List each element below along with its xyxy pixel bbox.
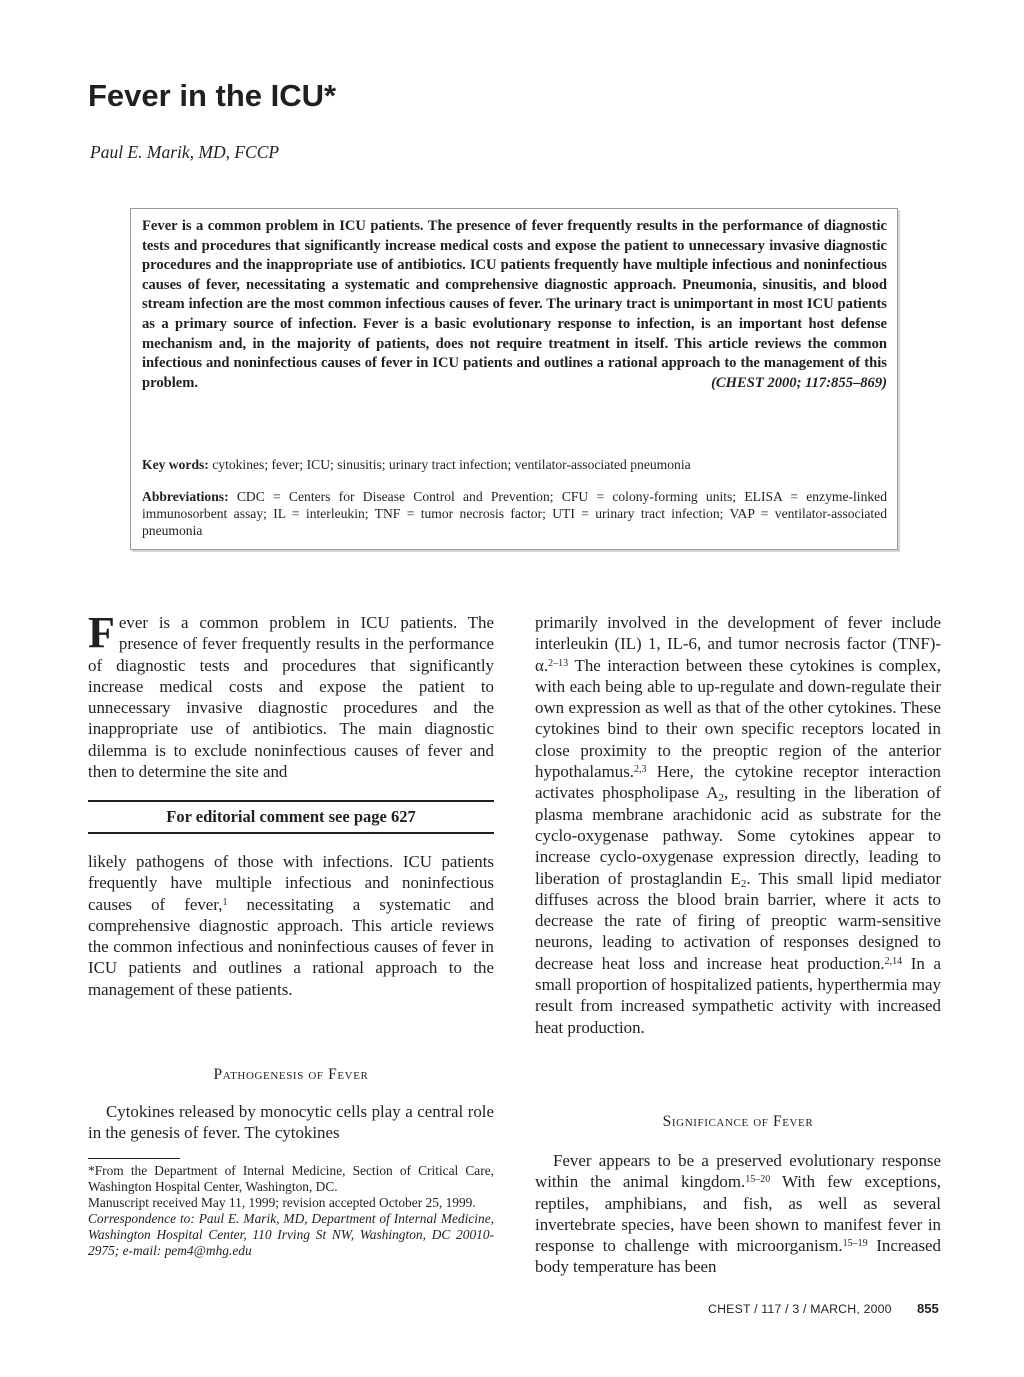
editorial-comment-callout: For editorial comment see page 627	[88, 800, 494, 834]
paragraph-text: likely pathogens of those with infections. ICU patients frequently have multiple infectious and noninfectious causes of fever,	[88, 852, 494, 914]
keywords	[142, 456, 887, 473]
abbreviations-label: Abbreviations:	[142, 489, 229, 504]
author-byline: Paul E. Marik, MD, FCCP	[90, 142, 280, 162]
abstract-citation: (CHEST 2000; 117:855–869)	[711, 374, 887, 391]
footnotes	[88, 1163, 494, 1260]
footnote-received: Manuscript received May 11, 1999; revision accepted October 25, 1999.	[88, 1195, 476, 1211]
citation-ref: 15–19	[842, 1238, 868, 1250]
footnote-divider	[88, 1158, 180, 1159]
paragraph-text: With few exceptions, reptiles, amphibians, and fish, as well as several invertebrate species, have been shown to manifest fever in response to challenge with microorganism.	[535, 1172, 942, 1256]
paragraph-text: Increased body temperature has been	[535, 1236, 941, 1277]
citation-ref: 2,14	[884, 955, 903, 967]
footnote-correspondence: Correspondence to: Paul E. Marik, MD, Department of Internal Medicine, Washington Hospital Center, 110 Irving St NW, Washington, DC 20010-2975; e-mail: pem4@mhg.edu	[88, 1211, 494, 1259]
abstract	[142, 217, 887, 393]
paragraph-text: . This small lipid mediator diffuses across the blood brain barrier, where it acts to decrease the rate of firing of preoptic warm-sensitive neurons, leading to activation of responses designed to decrease heat loss and increase heat production.	[535, 868, 941, 973]
article-title: Fever in the ICU*	[88, 78, 337, 113]
body-paragraph: Cytokines released by monocytic cells play a central role in the genesis of fever. The cytokines	[88, 1102, 494, 1143]
intro-paragraph	[88, 608, 494, 782]
intro-text: ever is a common problem in ICU patients. The presence of fever frequently results in the performance of diagnostic tests and procedures that significantly increase medical costs and expose the patient to unnecessary invasive diagnostic procedures and the inappropriate use of antibiotics. The main diagnostic dilemma is to exclude noninfectious causes of fever and then to determine the site and	[88, 613, 494, 782]
footnote-affiliation: *From the Department of Internal Medicine, Section of Critical Care, Washington Hospital Center, Washington, DC.	[88, 1163, 494, 1195]
abbreviations-text: CDC = Centers for Disease Control and Prevention; CFU = colony-forming units; ELISA = enzyme-linked immunosorbent assay; IL = interleukin; TNF = tumor necrosis factor; UTI = urinary tract infection; VAP = ventilator-associated pneumonia	[142, 489, 887, 538]
keywords-label: Key words:	[142, 457, 209, 472]
paragraph-text: Here, the cytokine receptor interaction activates phospholipase A	[535, 762, 941, 803]
paragraph-text: , resulting in the liberation of plasma membrane arachidonic acid as substrate for the cyclo-oxygenase pathway. Some cytokines appear to increase cyclo-oxygenase expression directly, leading to liberation of prostaglandin E	[535, 783, 941, 888]
body-paragraph	[88, 851, 494, 1000]
citation-ref: 2,3	[634, 764, 647, 776]
paragraph-text: In a small proportion of hospitalized patients, hyperthermia may result from increased sympathetic activity with increased heat production.	[535, 953, 942, 1037]
paragraph-text: Fever appears to be a preserved evolutionary response within the animal kingdom.	[535, 1151, 941, 1192]
paragraph-text: The interaction between these cytokines is complex, with each being able to up-regulate and down-regulate their own expression as well as that of the other cytokines. These cytokines bind to their own specific receptors located in close proximity to the preoptic region of the anterior hypothalamus.	[535, 655, 941, 782]
running-footer: CHEST / 117 / 3 / MARCH, 2000	[708, 1302, 892, 1316]
subscript: 2	[718, 792, 724, 805]
abstract-text: Fever is a common problem in ICU patients. The presence of fever frequently results in the performance of diagnostic tests and procedures that significantly increase medical costs and expose the patient to unnecessary invasive diagnostic procedures and the inappropriate use of antibiotics. ICU patients frequently have multiple infectious and noninfectious causes of fever, necessitating a systematic and comprehensive diagnostic approach. Pneumonia, sinusitis, and blood stream infection are the most common infectious causes of fever. The urinary tract is unimportant in most ICU patients as a primary source of infection. Fever is a basic evolutionary response to infection, is an important host defense mechanism and, in the majority of patients, does not require treatment in itself. This article reviews the common infectious and noninfectious causes of fever in ICU patients and outlines a rational approach to the management of this problem.	[142, 218, 887, 391]
keywords-text: cytokines; fever; ICU; sinusitis; urinary tract infection; ventilator-associated pneumonia	[212, 457, 691, 472]
abbreviations	[142, 488, 887, 539]
page-number: 855	[917, 1301, 939, 1316]
subscript: 2	[740, 877, 747, 890]
paragraph-text: primarily involved in the development of fever include interleukin (IL) 1, IL-6, and tumor necrosis factor (TNF)-α.	[535, 613, 941, 675]
body-paragraph	[535, 612, 941, 1038]
citation-ref: 2–13	[548, 657, 569, 669]
drop-cap: F	[88, 608, 115, 657]
section-heading-pathogenesis: Pathogenesis of Fever	[213, 1066, 369, 1083]
paragraph-text: necessitating a systematic and comprehensive diagnostic approach. This article reviews the common infectious and noninfectious causes of fever in ICU patients and outlines a rational approach to the management of these patients.	[88, 894, 494, 999]
citation-ref: 1	[222, 896, 228, 908]
body-paragraph	[535, 1150, 941, 1278]
citation-ref: 15–20	[745, 1174, 771, 1186]
section-heading-significance: Significance of Fever	[662, 1113, 814, 1130]
